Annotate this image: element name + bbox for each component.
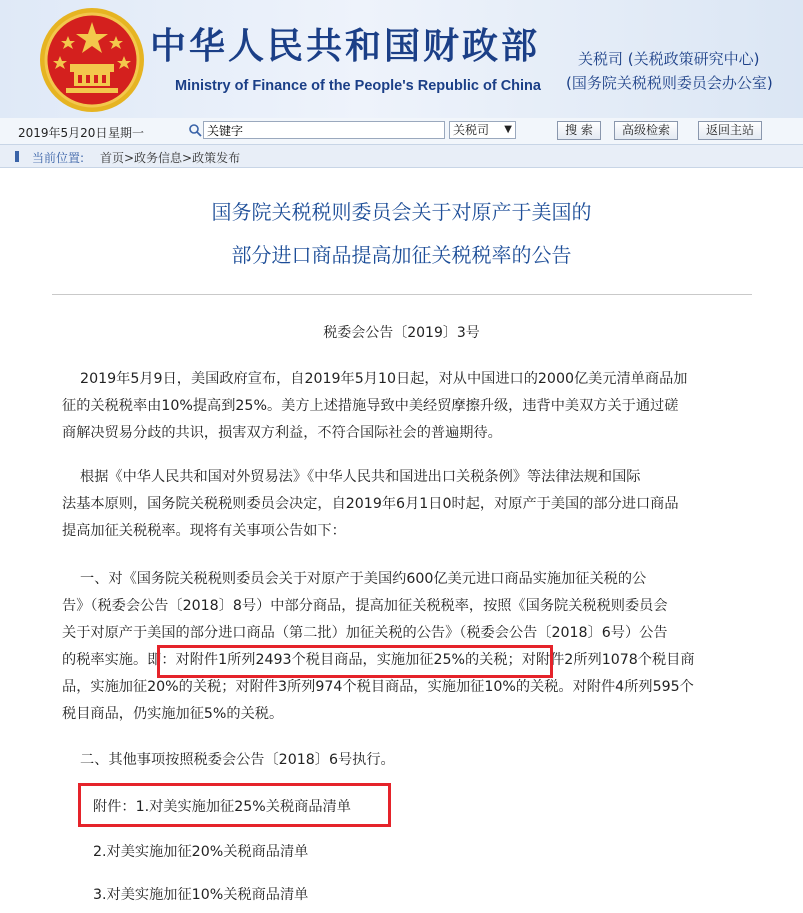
site-title-english: Ministry of Finance of the People's Republic of China <box>175 78 541 94</box>
advanced-search-button[interactable]: 高级检索 <box>614 121 678 140</box>
paragraph-line: 商解决贸易分歧的共识，损害双方利益，不符合国际社会的普遍期待。 <box>62 425 502 441</box>
paragraph-4 <box>62 747 752 774</box>
scope-select[interactable] <box>449 121 516 139</box>
dropdown-arrow-icon: ▼ <box>504 124 512 135</box>
article-title-line-1: 国务院关税税则委员会关于对原产于美国的 <box>211 200 592 224</box>
breadcrumb-marker-icon <box>15 151 19 162</box>
breadcrumb-label: 当前位置: <box>32 151 85 165</box>
search-icon <box>188 123 202 137</box>
search-input[interactable] <box>203 121 445 139</box>
department-subname: (国务院关税税则委员会办公室) <box>566 74 773 92</box>
paragraph-line: 告》（税委会公告〔2018〕8号）中部分商品，提高加征关税税率，按照《国务院关税税则委员会 <box>62 598 668 614</box>
scope-select-value: 关税司 <box>453 123 490 137</box>
site-title: 中华人民共和国财政部 <box>150 25 541 67</box>
document-number: 税委会公告〔2019〕3号 <box>323 325 480 341</box>
paragraph-line: 关于对原产于美国的部分进口商品（第二批）加征关税的公告》（税委会公告〔2018〕6号）公告 <box>62 625 668 641</box>
paragraph-line: 提高加征关税税率。现将有关事项公告如下： <box>62 523 346 539</box>
paragraph-line: 一、对《国务院关税税则委员会关于对原产于美国约600亿美元进口商品实施加征关税的公 <box>62 571 647 587</box>
attachment-link[interactable]: 3.对美实施加征10%关税商品清单 <box>93 887 309 903</box>
paragraph-line: 税目商品，仍实施加征5%的关税。 <box>62 706 284 722</box>
search-button[interactable]: 搜 索 <box>557 121 601 140</box>
national-emblem-icon <box>38 6 146 114</box>
paragraph-1 <box>62 366 752 447</box>
paragraph-line: 的税率实施。即：对附件1所列2493个税目商品，实施加征25%的关税；对附件2所列1078个税目商 <box>62 652 695 668</box>
title-divider <box>52 294 752 295</box>
site-banner <box>0 0 803 119</box>
current-weekday: 星期一 <box>108 126 145 140</box>
paragraph-line: 二、其他事项按照税委会公告〔2018〕6号执行。 <box>62 752 395 768</box>
attachment-link[interactable]: 附件：1.对美实施加征25%关税商品清单 <box>93 799 351 815</box>
paragraph-line: 根据《中华人民共和国对外贸易法》《中华人民共和国进出口关税条例》等法律法规和国际 <box>62 469 641 485</box>
paragraph-line: 品，实施加征20%的关税；对附件3所列974个税目商品，实施加征10%的关税。对附件4所列595个 <box>62 679 694 695</box>
department-name: 关税司 (关税政策研究中心) <box>578 50 760 68</box>
highlight-box <box>157 645 553 678</box>
attachment-link[interactable]: 2.对美实施加征20%关税商品清单 <box>93 844 309 860</box>
paragraph-line: 征的关税税率由10%提高到25%。美方上述措施导致中美经贸摩擦升级，违背中美双方关于通过磋 <box>62 398 679 414</box>
paragraph-2 <box>62 464 752 545</box>
article-title-line-2: 部分进口商品提高加征关税税率的公告 <box>231 243 572 267</box>
search-toolbar <box>0 118 803 145</box>
breadcrumb-path[interactable]: 首页>政务信息>政策发布 <box>100 151 241 165</box>
paragraph-line: 2019年5月9日，美国政府宣布，自2019年5月10日起，对从中国进口的2000亿美元清单商品加 <box>62 371 688 387</box>
return-home-button[interactable]: 返回主站 <box>698 121 762 140</box>
breadcrumb <box>0 145 803 168</box>
current-date: 2019年5月20日 <box>18 126 108 140</box>
paragraph-line: 法基本原则，国务院关税税则委员会决定，自2019年6月1日0时起，对原产于美国的部分进口商品 <box>62 496 679 512</box>
